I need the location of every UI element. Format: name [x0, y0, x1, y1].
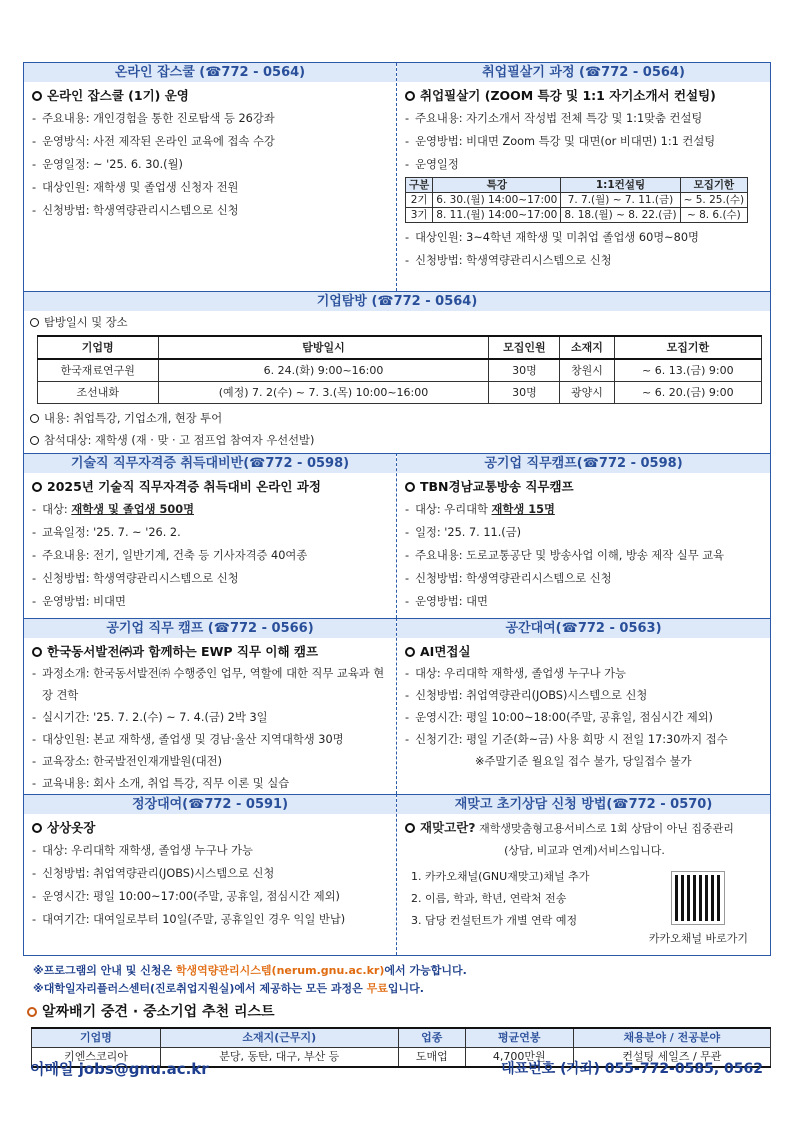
list-item: - 주요내용: 도로교통공단 및 방송사업 이해, 방송 제작 실무 교육	[405, 549, 725, 562]
employ-list-after	[405, 226, 764, 272]
list-item: - 운영방법: 대면	[405, 595, 488, 608]
circle-bullet-icon	[405, 647, 415, 657]
table-cell: 조선내화	[38, 382, 159, 404]
suit-section	[24, 794, 397, 955]
list-item: - 교육내용: 회사 소개, 취업 특강, 직무 이론 및 실습	[32, 777, 290, 790]
table-header-cell: 소재지(근무지)	[160, 1028, 398, 1048]
visit-target: 참석대상: 재학생 (재 · 맞 · 고 점프업 참여자 우선선발)	[30, 430, 764, 452]
table-cell: 7. 7.(월) ~ 7. 11.(금)	[561, 193, 680, 208]
employ-list	[405, 107, 764, 176]
circle-bullet-icon	[405, 823, 415, 833]
circle-bullet-icon	[30, 414, 39, 423]
visit-title: 탐방일시 및 장소	[30, 313, 764, 333]
list-item: - 교육장소: 한국발전인재개발원(대전)	[32, 755, 222, 768]
table-header-cell: 평균연봉	[465, 1028, 573, 1048]
list-item: - 대상인원: 3~4학년 재학생 및 미취업 졸업생 60명~80명	[405, 231, 699, 244]
consult-step: 2. 이름, 학과, 학년, 연락처 전송	[411, 892, 567, 905]
public-camp-list	[405, 521, 764, 613]
public-camp-target: - 대상: 우리대학 재학생 15명	[405, 503, 555, 516]
list-item: - 주요내용: 전기, 일반기계, 건축 등 기사자격증 40여종	[32, 549, 308, 562]
space-header: 공간대여(☎772 - 0563)	[397, 618, 770, 638]
table-cell: 분당, 동탄, 대구, 부산 등	[160, 1048, 398, 1068]
public-camp-title: TBN경남교통방송 직무캠프	[405, 476, 764, 498]
list-item: - 운영시간: 평일 10:00~17:00(주말, 공휴일, 점심시간 제외)	[32, 890, 340, 903]
list-item: - 대여기간: 대여일로부터 10일(주말, 공휴일인 경우 익일 반납)	[32, 913, 346, 926]
list-item: - 신청방법: 학생역량관리시스템으로 신청	[32, 204, 239, 217]
tech-header: 기술직 직무자격증 취득대비반(☎772 - 0598)	[24, 453, 396, 473]
table-header-cell: 기업명	[32, 1028, 161, 1048]
employ-title: 취업필살기 (ZOOM 특강 및 1:1 자기소개서 컨설팅)	[405, 85, 764, 107]
circle-bullet-icon	[30, 436, 39, 445]
visit-content: 내용: 취업특강, 기업소개, 현장 투어	[30, 408, 764, 430]
table-cell: 4,700만원	[465, 1048, 573, 1068]
table-row	[38, 382, 762, 404]
note-system: ※프로그램의 안내 및 신청은 학생역량관리시스템(nerum.gnu.ac.kr)에서 가능합니다.	[33, 964, 467, 977]
employ-schedule-table	[405, 177, 748, 223]
visit-table	[37, 335, 762, 404]
circle-bullet-icon	[32, 482, 42, 492]
online-jobschool-section	[24, 63, 397, 291]
table-cell: ~ 6. 13.(금) 9:00	[614, 359, 761, 382]
list-item: - 신청방법: 학생역량관리시스템으로 신청	[32, 572, 239, 585]
list-item: - 신청기간: 평일 기준(화~금) 사용 희망 시 전일 17:30까지 접수	[405, 733, 728, 746]
list-item: - 신청방법: 취업역량관리(JOBS)시스템으로 신청	[405, 689, 648, 702]
table-header-cell: 모집인원	[489, 336, 560, 359]
table-cell: 키엔스코리아	[32, 1048, 161, 1068]
employ-header: 취업필살기 과정 (☎772 - 0564)	[397, 63, 770, 82]
space-section	[397, 618, 770, 794]
notes	[23, 956, 771, 998]
tech-section	[24, 453, 397, 618]
table-cell: 광양시	[560, 382, 614, 404]
table-row	[406, 208, 748, 223]
list-item: - 운영방법: 비대면	[32, 595, 126, 608]
circle-bullet-icon	[32, 823, 42, 833]
online-list	[32, 107, 390, 222]
table-cell: 30명	[489, 382, 560, 404]
table-cell: ~ 8. 6.(수)	[680, 208, 748, 223]
table-cell: ~ 5. 25.(수)	[680, 193, 748, 208]
online-header: 온라인 잡스쿨 (☎772 - 0564)	[24, 63, 396, 82]
list-item: - 운영방법: 비대면 Zoom 특강 및 대면(or 비대면) 1:1 컨설팅	[405, 135, 716, 148]
list-item: - 신청방법: 취업역량관리(JOBS)시스템으로 신청	[32, 867, 275, 880]
table-cell: 한국재료연구원	[38, 359, 159, 382]
list-item: - 대상인원: 본교 재학생, 졸업생 및 경남·울산 지역대학생 30명	[32, 733, 344, 746]
list-item: - 과정소개: 한국동서발전㈜ 수행중인 업무, 역할에 대한 직무 교육과 현장 견학	[32, 667, 385, 702]
consult-intro: 재맞고란? 재학생맞춤형고용서비스로 1회 상담이 아닌 집중관리	[405, 817, 764, 840]
program-sheet	[23, 62, 771, 1068]
table-row	[406, 193, 748, 208]
table-header-cell: 1:1컨설팅	[561, 178, 680, 193]
tech-target: - 대상: 재학생 및 졸업생 500명	[32, 503, 194, 516]
recommend-title: 알짜배기 중견 · 중소기업 추천 리스트	[23, 1001, 771, 1021]
table-header-cell: 업종	[398, 1028, 465, 1048]
qr-caption[interactable]: 카카오채널 바로가기	[648, 932, 748, 945]
list-item: - 운영방식: 사전 제작된 온라인 교육에 접속 수강	[32, 135, 275, 148]
kakao-qr-code[interactable]	[672, 872, 724, 924]
list-item: - 주요내용: 개인경험을 통한 진로탐색 등 26강좌	[32, 112, 275, 125]
row-ewp-space	[24, 618, 770, 794]
online-title: 온라인 잡스쿨 (1기) 운영	[32, 85, 390, 107]
list-item: - 운영시간: 평일 10:00~18:00(주말, 공휴일, 점심시간 제외)	[405, 711, 713, 724]
table-cell: (예정) 7. 2(수) ~ 7. 3.(목) 10:00~16:00	[158, 382, 489, 404]
list-item: - 운영일정: ~ '25. 6. 30.(월)	[32, 158, 183, 171]
table-header-cell: 기업명	[38, 336, 159, 359]
list-item: - 운영일정	[405, 158, 459, 171]
table-row	[38, 359, 762, 382]
circle-bullet-icon	[32, 647, 42, 657]
consult-step: 1. 카카오채널(GNU재맞고)채널 추가	[411, 870, 590, 883]
table-cell: ~ 6. 20.(금) 9:00	[614, 382, 761, 404]
circle-bullet-icon	[32, 91, 42, 101]
list-item: - 주요내용: 자기소개서 작성법 전체 특강 및 1:1맞춤 컨설팅	[405, 112, 703, 125]
space-list	[405, 663, 764, 751]
consult-desc2: (상담, 비교과 연계)서비스입니다.	[504, 844, 665, 857]
table-cell: 6. 30.(월) 14:00~17:00	[433, 193, 561, 208]
space-title: AI면접실	[405, 641, 764, 663]
space-note: ※주말기준 월요일 접수 불가, 당일접수 불가	[475, 755, 692, 768]
footer-phone: 대표번호 (가좌) 055-772-0585, 0562	[501, 1061, 763, 1077]
table-cell: 3기	[406, 208, 433, 223]
note-free: ※대학일자리플러스센터(진로취업지원실)에서 제공하는 모든 과정은 무료입니다.	[33, 982, 424, 995]
visit-header: 기업탐방 (☎772 - 0564)	[24, 291, 770, 311]
table-cell: 30명	[489, 359, 560, 382]
ewp-section	[24, 618, 397, 794]
employ-section	[397, 63, 770, 291]
row-online-employ	[24, 63, 770, 291]
ewp-title: 한국동서발전㈜과 함께하는 EWP 직무 이해 캠프	[32, 641, 390, 663]
list-item: - 대상: 우리대학 재학생, 졸업생 누구나 가능	[32, 844, 253, 857]
list-item: - 대상: 우리대학 재학생, 졸업생 누구나 가능	[405, 667, 626, 680]
table-header-cell: 특강	[433, 178, 561, 193]
table-header-cell: 모집기한	[680, 178, 748, 193]
visit-section	[24, 291, 770, 453]
list-item: - 대상인원: 재학생 및 졸업생 신청자 전원	[32, 181, 239, 194]
table-cell: 8. 11.(월) 14:00~17:00	[433, 208, 561, 223]
suit-title: 상상옷장	[32, 817, 390, 839]
consult-step: 3. 담당 컨설턴트가 개별 연락 예정	[411, 914, 578, 927]
suit-list	[32, 839, 390, 931]
table-header-cell: 구분	[406, 178, 433, 193]
circle-bullet-icon	[405, 91, 415, 101]
tech-list	[32, 521, 390, 613]
list-item: - 신청방법: 학생역량관리시스템으로 신청	[405, 572, 612, 585]
table-header-cell: 소재지	[560, 336, 614, 359]
footer-email[interactable]: 이메일 jobs@gnu.ac.kr	[30, 1060, 209, 1078]
consult-section	[397, 794, 770, 955]
program-grid	[23, 62, 771, 956]
public-camp-header: 공기업 직무캠프(☎772 - 0598)	[397, 453, 770, 473]
consult-header: 재맞고 초기상담 신청 방법(☎772 - 0570)	[397, 794, 770, 814]
list-item: - 실시기간: '25. 7. 2.(수) ~ 7. 4.(금) 2박 3일	[32, 711, 268, 724]
row-suit-consult	[24, 794, 770, 955]
suit-header: 정장대여(☎772 - 0591)	[24, 794, 396, 814]
list-item: - 신청방법: 학생역량관리시스템으로 신청	[405, 254, 612, 267]
table-cell: 6. 24.(화) 9:00~16:00	[158, 359, 489, 382]
tech-title: 2025년 기술직 직무자격증 취득대비 온라인 과정	[32, 476, 390, 498]
ewp-list	[32, 663, 390, 795]
circle-bullet-icon	[27, 1007, 37, 1017]
table-header-cell: 모집기한	[614, 336, 761, 359]
table-cell: 2기	[406, 193, 433, 208]
table-cell: 창원시	[560, 359, 614, 382]
ewp-header: 공기업 직무 캠프 (☎772 - 0566)	[24, 618, 396, 638]
table-cell: 8. 18.(월) ~ 8. 22.(금)	[561, 208, 680, 223]
circle-bullet-icon	[405, 482, 415, 492]
table-header-cell: 탐방일시	[158, 336, 489, 359]
public-camp-section	[397, 453, 770, 618]
table-header-cell: 채용분야 / 전공분야	[573, 1028, 770, 1048]
list-item: - 일정: '25. 7. 11.(금)	[405, 526, 522, 539]
circle-bullet-icon	[30, 318, 39, 327]
row-tech-camp	[24, 453, 770, 618]
table-cell: 컨설팅 세일즈 / 무관	[573, 1048, 770, 1068]
table-cell: 도매업	[398, 1048, 465, 1068]
list-item: - 교육일정: '25. 7. ~ '26. 2.	[32, 526, 181, 539]
